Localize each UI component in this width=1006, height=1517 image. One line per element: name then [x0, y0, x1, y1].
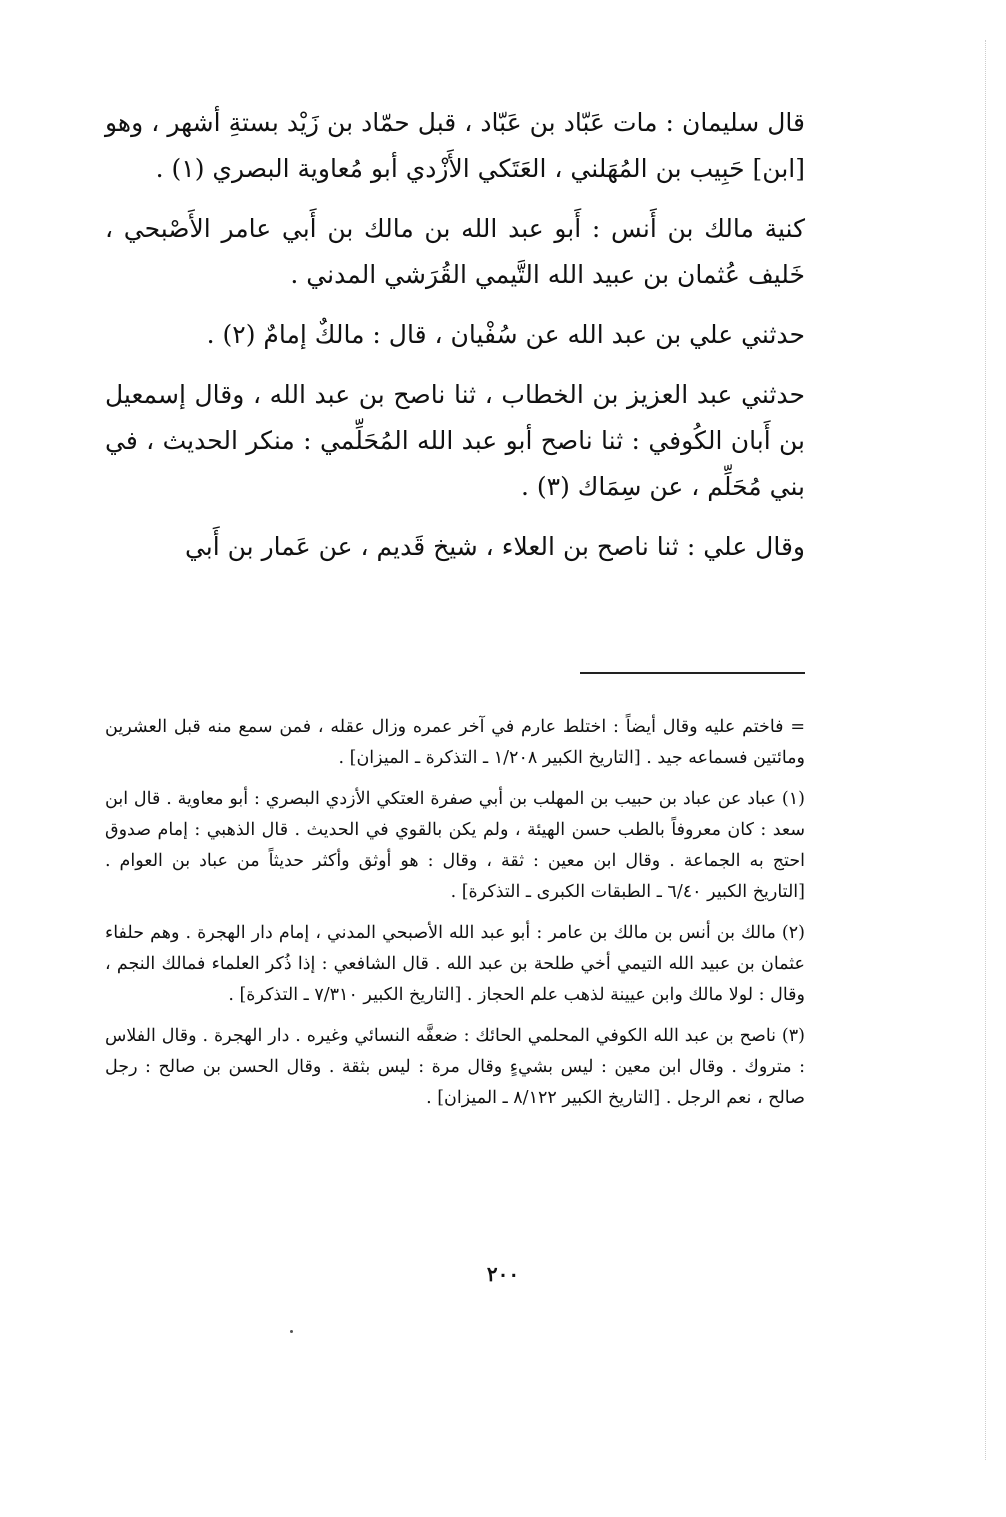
footnote-reference: [التاريخ الكبير ٨/١٢٢ ـ الميزان] . — [426, 1088, 661, 1108]
footnote-reference: [التاريخ الكبير ٧/٣١٠ ـ التذكرة] . — [228, 985, 462, 1005]
footnote — [105, 712, 805, 774]
paragraph: حدثني علي بن عبد الله عن سُفْيان ، قال : مالكٌ إمامٌ (٢) . — [206, 320, 805, 349]
footnote-reference: [التاريخ الكبير ١/٢٠٨ ـ التذكرة ـ الميزان] . — [338, 748, 641, 768]
footnote — [105, 784, 805, 908]
paragraph: وقال علي : ثنا ناصح بن العلاء ، شيخ قَديم ، عن عَمار بن أَبي — [184, 532, 805, 561]
footnote-text: (٢) مالك بن أنس بن مالك بن عامر : أبو عبد الله الأصبحي المدني ، إمام دار الهجرة . وهم حلفاء عثمان بن عبيد الله التيمي أخي طلحة بن عبد الله . قال الشافعي : إذا ذُكر العلماء فمالك النجم ، وقال : لولا مالك وابن عيينة لذهب علم الحجاز . — [105, 923, 805, 1005]
footnotes — [105, 712, 805, 1124]
footnote-text: = فاختم عليه وقال أيضاً : اختلط عارم في آخر عمره وزال عقله ، فمن سمع منه قبل العشرين ومائتين فسماعه جيد . — [105, 717, 805, 768]
paragraph: كنية مالك بن أَنس : أَبو عبد الله بن مالك بن أَبي عامر الأَصْبحي ، خَليف عُثمان بن عبيد الله التَّيمي القُرَشي المدني . — [105, 214, 805, 289]
footnote — [105, 1021, 805, 1114]
scan-edge — [985, 40, 986, 1460]
main-text — [105, 100, 805, 584]
footnote — [105, 918, 805, 1011]
footnote-separator — [580, 672, 805, 674]
footnote-text: (١) عباد عن عباد بن حبيب بن المهلب بن أبي صفرة العتكي الأزدي البصري : أبو معاوية . قال ابن سعد : كان معروفاً بالطب حسن الهيئة ، ولم يكن بالقوي في الحديث . قال الذهبي : إمام صدوق احتج به الجماعة . وقال ابن معين : ثقة ، وقال : هو أوثق وأكثر حديثاً من عباد بن العوام . — [105, 789, 805, 871]
paragraph: قال سليمان : مات عَبّاد بن عَبّاد ، قبل حمّاد بن زَيْد بستةِ أشهر ، وهو [ابن] حَبِيب بن المُهَلني ، العَتَكي الأَزْدي أبو مُعاوية البصري (١) . — [105, 108, 805, 183]
footnote-reference: [التاريخ الكبير ٦/٤٠ ـ الطبقات الكبرى ـ التذكرة] . — [450, 882, 805, 902]
footnote-text: (٣) ناصح بن عبد الله الكوفي المحلمي الحائك : ضعفَّه النسائي وغيره . دار الهجرة . وقال الفلاس : متروك . وقال ابن معين : ليس بشيءٍ وقال مرة : ليس بثقة . وقال الحسن بن صالح : رجل صالح ، نعم الرجل . — [105, 1026, 805, 1108]
paragraph: حدثني عبد العزيز بن الخطاب ، ثنا ناصح بن عبد الله ، وقال إسمعيل بن أَبان الكُوفي : ثنا ناصح أبو عبد الله المُحَلِّمي : منكر الحديث ، في بني مُحَلِّم ، عن سِمَاك (٣) . — [105, 380, 805, 501]
scan-speck — [290, 1330, 293, 1333]
page-number: ٢٠٠ — [486, 1262, 520, 1286]
